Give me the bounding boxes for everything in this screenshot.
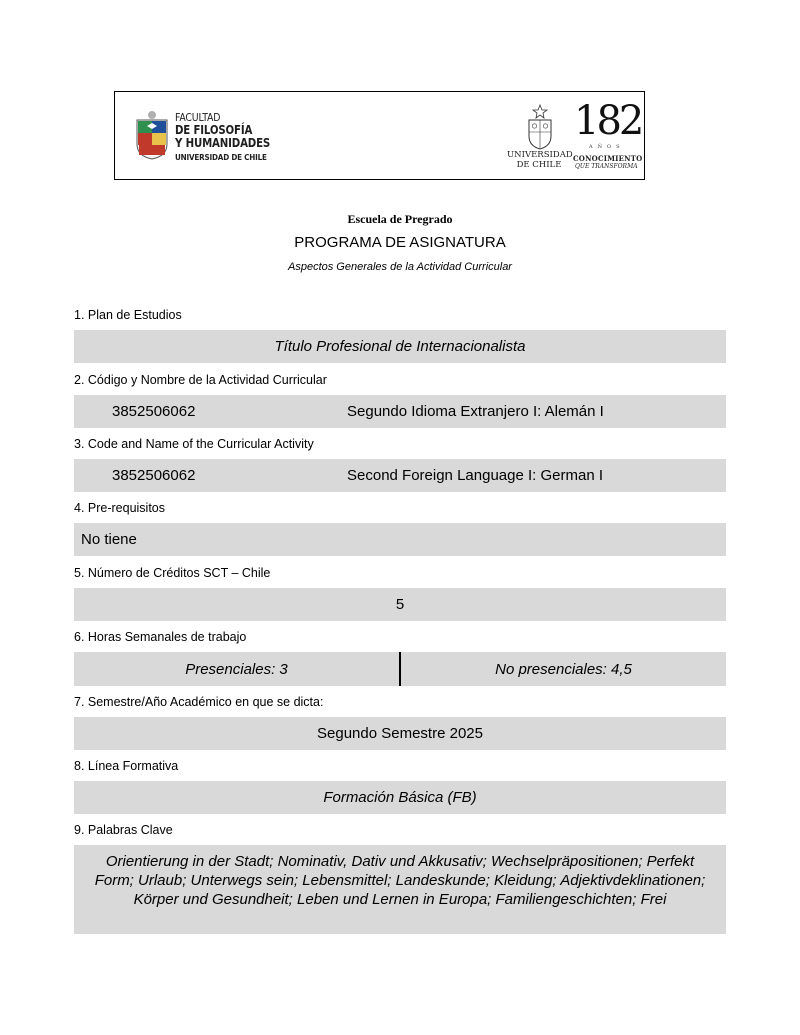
creditos-value: 5 <box>395 596 405 613</box>
code-en-code: 3852506062 <box>112 467 196 484</box>
prereq-value: No tiene <box>81 531 137 548</box>
plan-field <box>74 330 726 363</box>
creditos-label: 5. Número de Créditos SCT – Chile <box>74 566 271 580</box>
palabras-value: Orientierung in der Stadt; Nominativ, Dativ und Akkusativ; Wechselpräpositionen; Perfekt Form; Urlaub; Unterwegs sein; Lebensmittel; Landeskunde; Kleidung; Adjektivdeklinationen; Körper und Gesundheit; Leben und Lernen in Europa; Familiengeschichten; Frei <box>94 853 706 908</box>
faculty-shield-icon <box>135 110 169 160</box>
palabras-field <box>74 845 726 934</box>
prereq-label: 4. Pre-requisitos <box>74 501 166 515</box>
semestre-value: Segundo Semestre 2025 <box>317 725 483 742</box>
university-logo-text <box>507 150 571 170</box>
university-logo-line2: DE CHILE <box>516 160 562 170</box>
horas-no-presenciales-cell <box>401 652 726 686</box>
semestre-field <box>74 717 726 750</box>
anniversary-years: AÑOS <box>589 144 625 150</box>
palabras-label: 9. Palabras Clave <box>74 823 173 837</box>
horas-label: 6. Horas Semanales de trabajo <box>74 630 247 644</box>
header-logos-box <box>114 91 645 180</box>
school-title: Escuela de Pregrado <box>347 212 453 226</box>
codigo-name: Segundo Idioma Extranjero I: Alemán I <box>347 403 604 420</box>
anniversary-tagline1: CONOCIMIENTO <box>573 154 643 163</box>
horas-presenciales: Presenciales: 3 <box>185 660 288 678</box>
linea-label: 8. Línea Formativa <box>74 759 179 773</box>
program-subtitle: Aspectos Generales de la Actividad Curricular <box>288 261 512 273</box>
horas-presenciales-cell <box>74 652 399 686</box>
faculty-logo-text <box>175 111 287 164</box>
faculty-logo-line2: DE FILOSOFÍA <box>175 123 253 137</box>
code-en-label: 3. Code and Name of the Curricular Activity <box>74 437 314 451</box>
faculty-logo-line4: UNIVERSIDAD DE CHILE <box>175 153 267 162</box>
university-crest-icon <box>525 104 555 150</box>
prereq-field <box>74 523 726 556</box>
codigo-label: 2. Código y Nombre de la Actividad Curricular <box>74 373 327 387</box>
faculty-logo-line1: FACULTAD <box>175 111 221 124</box>
horas-field <box>74 652 726 686</box>
code-en-field <box>74 459 726 492</box>
anniversary-number: 182 <box>574 98 642 144</box>
horas-no-presenciales: No presenciales: 4,5 <box>495 660 632 678</box>
creditos-field <box>74 588 726 621</box>
codigo-code: 3852506062 <box>112 403 196 420</box>
semestre-label: 7. Semestre/Año Académico en que se dicta: <box>74 695 324 709</box>
codigo-field <box>74 395 726 428</box>
faculty-logo-line3: Y HUMANIDADES <box>175 136 271 150</box>
program-title: PROGRAMA DE ASIGNATURA <box>294 234 506 251</box>
university-logo-line1: UNIVERSIDAD <box>507 150 573 160</box>
plan-label: 1. Plan de Estudios <box>74 308 182 322</box>
linea-field <box>74 781 726 814</box>
linea-value: Formación Básica (FB) <box>323 789 477 806</box>
plan-value: Título Profesional de Internacionalista <box>274 338 526 355</box>
anniversary-tagline2: QUE TRANSFORMA <box>575 163 638 170</box>
code-en-name: Second Foreign Language I: German I <box>347 467 603 484</box>
